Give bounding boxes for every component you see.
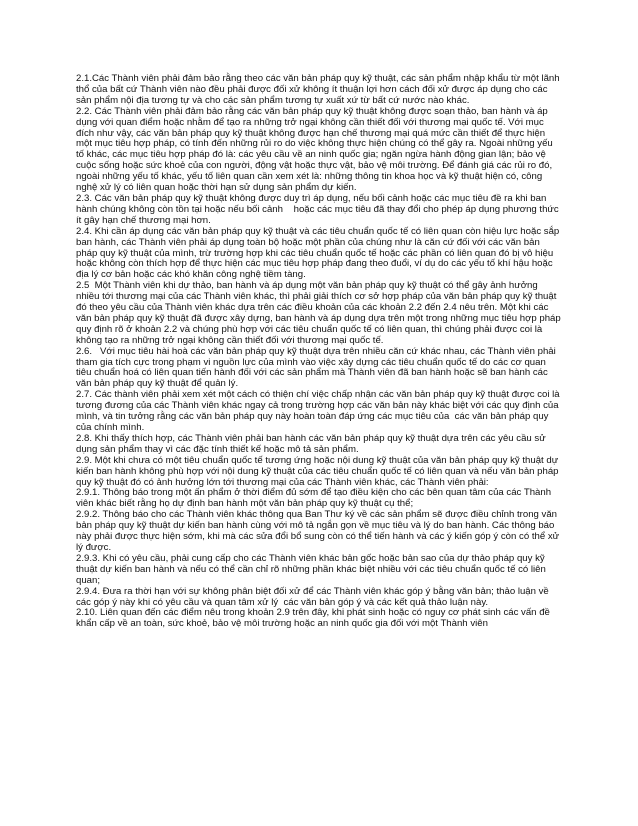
paragraph-2-1: 2.1.Các Thành viên phải đảm bảo rằng theo các văn bản pháp quy kỹ thuật, các sản phẩm nhập khẩu từ một lãnh thổ của bất cứ Thành viên nào đều phải được đối xử không ít thuận lợi hơn cách đối xử được áp dụng cho các sản phẩm nội địa tương tự và cho các sản phẩm tương tự xuất xứ từ bất cứ nước nào khác. bbox=[76, 73, 563, 106]
paragraph-2-4: 2.4. Khi cần áp dụng các văn bản pháp quy kỹ thuật và các tiêu chuẩn quốc tế có liên quan còn hiệu lực hoặc sắp ban hành, các Thành viên phải áp dụng toàn bộ hoặc một phần của chúng như là căn cứ đối với các văn bản pháp quy kỹ thuật của mình, trừ trường hợp khi các tiêu chuẩn quốc tế hoặc các phần có liên quan đó bị vô hiệu hoặc không còn thích hợp để thực hiện các mục tiêu hợp pháp đang theo đuổi, ví dụ do các yếu tố khí hậu hoặc địa lý cơ bản hoặc các khó khăn công nghệ tiềm tàng. bbox=[76, 225, 562, 281]
paragraph-2-9: 2.9. Một khi chưa có một tiêu chuẩn quốc tế tương ứng hoặc nội dung kỹ thuật của văn bản pháp quy kỹ thuật dự kiến ban hành không phù hợp với nội dung kỹ thuật của các tiêu chuẩn quốc tế có liên quan và nếu văn bản pháp quy kỹ thuật đó có ảnh hưởng lớn tới thương mại của các Thành viên khác, các Thành viên phải: bbox=[76, 454, 562, 488]
paragraph-2-9-1: 2.9.1. Thông báo trong một ấn phẩm ở thời điểm đủ sớm để tạo điều kiện cho các bên quan tâm của các Thành viên khác biết rằng họ dự định ban hành một văn bản pháp quy kỹ thuật cụ thể; bbox=[76, 487, 554, 510]
paragraph-2-2: 2.2. Các Thành viên phải đảm bảo rằng các văn bản pháp quy kỹ thuật không được soạn thảo, ban hành và áp dụng với quan điểm hoặc nhằm để tạo ra những trở ngại không cần thiết đối với thương mại quốc tế. Với mục đích như vậy, các văn bản pháp quy kỹ thuật không được hạn chế thương mại quá mức cần thiết để thực hiện một mục tiêu hợp pháp, có tính đến những rủi ro do việc không thực hiện chúng có thể gây ra. Ngoài những yếu tố khác, các mục tiêu hợp pháp đó là: các yêu cầu về an ninh quốc gia; ngăn ngừa hành động gian lận; bảo vệ cuộc sống hoặc sức khoẻ của con người, động vật hoặc thực vật, bảo vệ môi trường. Để đánh giá các rủi ro đó, ngoài những yếu tố khác, yếu tố liên quan cần xem xét là: những thông tin khoa học và kỹ thuật hiện có, công nghệ xử lý có liên quan hoặc thời hạn sử dụng sản phẩm dự kiến. bbox=[76, 105, 556, 194]
paragraph-2-5: 2.5 Một Thành viên khi dự thảo, ban hành và áp dụng một văn bản pháp quy kỹ thuật có thể gây ảnh hưởng nhiều tới thương mại của các Thành viên khác, thì phải giải thích cơ sở hợp pháp của văn bản pháp quy kỹ thuật đó theo yêu cầu của Thành viên khác dựa trên các điều khoản của các khoản 2.2 đến 2.4 nêu trên. Một khi các văn bản pháp quy kỹ thuật đã được xây dựng, ban hành và áp dụng dựa trên một trong những mục tiêu hợp pháp quy định rõ ở khoản 2.2 và chúng phù hợp với các tiêu chuẩn quốc tế có liên quan, thì chúng phải được coi là không tạo ra những trở ngại không cần thiết đối với thương mại quốc tế. bbox=[76, 280, 564, 346]
document-body bbox=[76, 74, 563, 630]
paragraph-2-6: 2.6. Với mục tiêu hài hoà các văn bản pháp quy kỹ thuật dựa trên nhiều căn cứ khác nhau, các Thành viên phải tham gia tích cực trong phạm vi nguồn lực của mình vào việc xây dựng các tiêu chuẩn quốc tế do các cơ quan tiêu chuẩn hoá có liên quan tiến hành đối với các sản phẩm mà Thành viên đã ban hành hoặc sẽ ban hành các văn bản pháp quy kỹ thuật để quản lý. bbox=[76, 345, 559, 390]
paragraph-2-8: 2.8. Khi thấy thích hợp, các Thành viên phải ban hành các văn bản pháp quy kỹ thuật dựa trên các yêu cầu sử dụng sản phẩm thay vì các đặc tính thiết kế hoặc mô tả sản phẩm. bbox=[76, 432, 549, 455]
paragraph-2-10: 2.10. Liên quan đến các điểm nêu trong khoản 2.9 trên đây, khi phát sinh hoặc có nguy cơ phát sinh các vấn đề khẩn cấp về an toàn, sức khoẻ, bảo vệ môi trường hoặc an ninh quốc gia đối với một Thành viên bbox=[76, 607, 553, 630]
paragraph-2-9-4: 2.9.4. Đưa ra thời hạn với sự không phân biệt đối xử để các Thành viên khác góp ý bằng văn bản; thảo luận về các góp ý này khi có yêu cầu và quan tâm xử lý các văn bản góp ý và các kết quả thảo luận này. bbox=[76, 585, 552, 608]
paragraph-2-9-3: 2.9.3. Khi có yêu cầu, phải cung cấp cho các Thành viên khác bản gốc hoặc bản sao của dự thảo pháp quy kỹ thuật dự kiến ban hành và nếu có thể cần chỉ rõ những phần khác biệt nhiều với các tiêu chuẩn quốc tế có liên quan; bbox=[76, 552, 549, 586]
paragraph-2-9-2: 2.9.2. Thông báo cho các Thành viên khác thông qua Ban Thư ký về các sản phẩm sẽ được điều chỉnh trong văn bản pháp quy kỹ thuật dự kiến ban hành cùng với mô tả ngắn gọn về mục tiêu và lý do ban hành. Các thông báo này phải được thực hiện sớm, khi mà các sửa đổi bổ sung còn có thể tiến hành và các ý kiến góp ý còn có thể xử lý được. bbox=[76, 509, 562, 553]
paragraph-2-3: 2.3. Các văn bản pháp quy kỹ thuật không được duy trì áp dụng, nếu bối cảnh hoặc các mục tiêu đề ra khi ban hành chúng không còn tồn tại hoặc nếu bối cảnh hoặc các mục tiêu đã thay đổi cho phép áp dụng phương thức ít gây hạn chế thương mại hơn. bbox=[76, 192, 562, 226]
paragraph-2-7: 2.7. Các thành viên phải xem xét một cách có thiện chí việc chấp nhận các văn bản pháp quy kỹ thuật được coi là tương đương của các Thành viên khác ngay cả trong trường hợp các văn bản này khác biệt với các quy định của mình, và tin tưởng rằng các văn bản pháp quy này hoàn toàn đáp ứng các mục tiêu của các văn bản pháp quy của chính mình. bbox=[76, 389, 563, 433]
